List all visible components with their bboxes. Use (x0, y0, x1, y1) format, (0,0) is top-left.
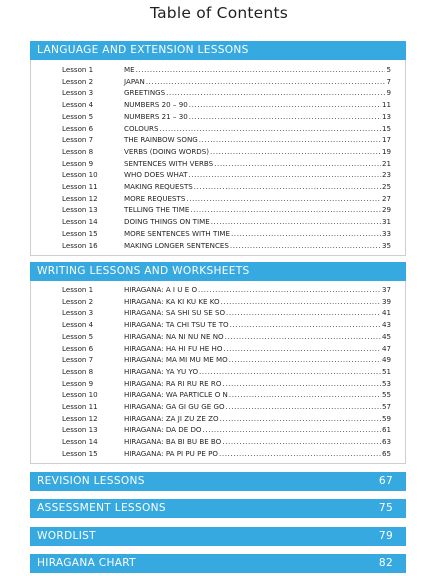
toc-entry (124, 169, 391, 181)
lesson-title: MORE SENTENCES WITH TIME (124, 228, 231, 238)
lesson-number: Lesson 4 (62, 100, 94, 110)
toc-row[interactable] (31, 366, 405, 378)
page-number: 39 (381, 296, 391, 306)
lesson-number: Lesson 2 (62, 296, 94, 306)
section-page-number: 79 (378, 530, 393, 542)
dot-leader (221, 296, 381, 308)
lesson-number: Lesson 3 (62, 88, 94, 98)
toc-entry (124, 331, 391, 343)
lesson-title: NUMBERS 20 – 90 (124, 100, 188, 110)
dot-leader (190, 204, 381, 216)
toc-row[interactable] (31, 331, 405, 343)
page-number: 33 (381, 228, 391, 238)
dot-leader (136, 64, 386, 76)
toc-row[interactable] (31, 193, 405, 205)
lesson-number: Lesson 7 (62, 135, 94, 145)
lesson-number: Lesson 5 (62, 111, 94, 121)
lesson-number: Lesson 12 (62, 413, 98, 423)
section-header-wordlist[interactable] (30, 527, 406, 546)
toc-row[interactable] (31, 204, 405, 216)
section-heading: ASSESSMENT LESSONS (37, 502, 166, 514)
toc-entry (124, 448, 391, 460)
toc-entry (124, 319, 391, 331)
lesson-title: HIRAGANA: A I U E O (124, 285, 198, 294)
page-number: 35 (381, 240, 391, 250)
lesson-title: NUMBERS 21 – 30 (124, 111, 188, 121)
toc-row[interactable] (31, 64, 405, 76)
dot-leader (210, 146, 381, 158)
toc-entry (124, 240, 391, 252)
page-number: 9 (386, 88, 391, 98)
page-number: 19 (381, 146, 391, 156)
toc-entry (124, 193, 391, 205)
page-number: 49 (381, 355, 391, 365)
page-number: 11 (381, 100, 391, 110)
toc-row[interactable] (31, 99, 405, 111)
lesson-title: HIRAGANA: WA PARTICLE O N (124, 390, 228, 400)
toc-entry (124, 424, 391, 436)
toc-row[interactable] (31, 284, 405, 296)
lesson-title: MAKING LONGER SENTENCES (124, 240, 229, 250)
page-number: 27 (381, 193, 391, 203)
toc-entry (124, 146, 391, 158)
toc-entry (124, 134, 391, 146)
toc-row[interactable] (31, 424, 405, 436)
dot-leader (229, 354, 381, 366)
dot-leader (159, 123, 381, 135)
lesson-number: Lesson 5 (62, 331, 94, 341)
lesson-number: Lesson 3 (62, 308, 94, 318)
toc-entry (124, 354, 391, 366)
section-heading: LANGUAGE AND EXTENSION LESSONS (37, 44, 249, 56)
dot-leader (230, 319, 381, 331)
lesson-title: JAPAN (124, 76, 145, 86)
lesson-title: GREETINGS (124, 88, 166, 98)
toc-row[interactable] (31, 169, 405, 181)
lesson-title: TELLING THE TIME (124, 205, 190, 215)
lesson-title: SENTENCES WITH VERBS (124, 158, 214, 168)
lesson-number: Lesson 9 (62, 158, 94, 168)
dot-leader (188, 169, 381, 181)
lesson-title: HIRAGANA: ZA JI ZU ZE ZO (124, 413, 219, 423)
lesson-title: DOING THINGS ON TIME (124, 217, 210, 227)
section-header-language-extension[interactable] (30, 41, 406, 60)
toc-entry (124, 87, 391, 99)
dot-leader (198, 284, 381, 296)
section-header-revision-lessons[interactable] (30, 472, 406, 491)
page-number: 37 (381, 285, 391, 294)
lesson-title: WHO DOES WHAT (124, 170, 188, 180)
lesson-title: MAKING REQUESTS (124, 182, 193, 191)
page-title: Table of Contents (150, 4, 288, 22)
page-number: 57 (381, 402, 391, 411)
toc-row[interactable] (31, 134, 405, 146)
toc-entry (124, 216, 391, 228)
toc-entry (124, 284, 391, 296)
lesson-number: Lesson 1 (62, 285, 94, 294)
lesson-title: COLOURS (124, 123, 159, 133)
page-number: 31 (381, 217, 391, 227)
section-header-assessment-lessons[interactable] (30, 499, 406, 518)
toc-entry (124, 378, 391, 390)
lesson-title: HIRAGANA: HA HI FU HE HO (124, 343, 223, 353)
toc-row[interactable] (31, 87, 405, 99)
page-number: 25 (381, 182, 391, 191)
section-header-hiragana-chart[interactable] (30, 554, 406, 573)
toc-entry (124, 228, 391, 240)
lesson-title: THE RAINBOW SONG (124, 135, 198, 145)
lesson-number: Lesson 2 (62, 76, 94, 86)
toc-row[interactable] (31, 296, 405, 308)
toc-entry (124, 111, 391, 123)
toc-entry (124, 99, 391, 111)
section-heading: REVISION LESSONS (37, 475, 145, 487)
page-number: 43 (381, 320, 391, 330)
lesson-number: Lesson 15 (62, 228, 98, 238)
toc-entry (124, 413, 391, 425)
page-number: 63 (381, 437, 391, 447)
toc-row[interactable] (31, 76, 405, 88)
lesson-number: Lesson 13 (62, 425, 98, 435)
lesson-title: ME (124, 65, 135, 74)
lesson-number: Lesson 13 (62, 205, 98, 215)
dot-leader (166, 87, 385, 99)
dot-leader (211, 216, 381, 228)
page-number: 51 (381, 366, 391, 376)
lesson-number: Lesson 6 (62, 123, 94, 133)
toc-entry (124, 123, 391, 135)
dot-leader (189, 99, 381, 111)
toc-entry (124, 307, 391, 319)
section-panel-writing-lessons (30, 281, 406, 464)
page-number: 55 (381, 390, 391, 400)
toc-entry (124, 343, 391, 355)
lesson-number: Lesson 14 (62, 437, 98, 447)
lesson-title: HIRAGANA: BA BI BU BE BO (124, 437, 222, 447)
lesson-number: Lesson 11 (62, 402, 98, 411)
toc-row[interactable] (31, 146, 405, 158)
toc-entry (124, 296, 391, 308)
page-number: 21 (381, 158, 391, 168)
dot-leader (199, 134, 381, 146)
toc-row[interactable] (31, 307, 405, 319)
page-number: 45 (381, 331, 391, 341)
section-page-number: 75 (378, 502, 393, 514)
page-number: 5 (386, 65, 391, 74)
toc-row[interactable] (31, 181, 405, 193)
dot-leader (225, 331, 381, 343)
toc-row[interactable] (31, 228, 405, 240)
toc-row[interactable] (31, 111, 405, 123)
dot-leader (226, 401, 381, 413)
lesson-number: Lesson 8 (62, 146, 94, 156)
lesson-number: Lesson 12 (62, 193, 98, 203)
lesson-number: Lesson 16 (62, 240, 98, 250)
lesson-title: HIRAGANA: GA GI GU GE GO (124, 402, 225, 411)
lesson-number: Lesson 14 (62, 217, 98, 227)
section-heading: HIRAGANA CHART (37, 557, 136, 569)
section-header-writing-lessons[interactable] (30, 262, 406, 281)
lesson-title: HIRAGANA: PA PI PU PE PO (124, 448, 218, 458)
section-page-number: 82 (378, 557, 393, 569)
page-number: 53 (381, 378, 391, 388)
dot-leader (199, 366, 381, 378)
page-number: 17 (381, 135, 391, 145)
page-number: 23 (381, 170, 391, 180)
lesson-title: HIRAGANA: MA MI MU ME MO (124, 355, 228, 365)
toc-row[interactable] (31, 216, 405, 228)
dot-leader (223, 343, 381, 355)
dot-leader (220, 413, 381, 425)
toc-entry (124, 158, 391, 170)
page-number: 59 (381, 413, 391, 423)
lesson-title: HIRAGANA: YA YU YO (124, 366, 199, 376)
toc-row[interactable] (31, 354, 405, 366)
toc-row[interactable] (31, 319, 405, 331)
toc-row[interactable] (31, 343, 405, 355)
toc-row[interactable] (31, 436, 405, 448)
dot-leader (186, 193, 381, 205)
page-number: 65 (381, 448, 391, 458)
page-number: 41 (381, 308, 391, 318)
section-page-number: 67 (378, 475, 393, 487)
dot-leader (189, 111, 381, 123)
dot-leader (230, 240, 381, 252)
toc-entry (124, 181, 391, 193)
dot-leader (229, 389, 381, 401)
page-number: 47 (381, 343, 391, 353)
dot-leader (219, 448, 381, 460)
lesson-number: Lesson 11 (62, 182, 98, 191)
toc-entry (124, 436, 391, 448)
toc-entry (124, 76, 391, 88)
toc-row[interactable] (31, 389, 405, 401)
page-number: 15 (381, 123, 391, 133)
lesson-number: Lesson 9 (62, 378, 94, 388)
dot-leader (146, 76, 386, 88)
toc-entry (124, 204, 391, 216)
toc-row[interactable] (31, 413, 405, 425)
lesson-number: Lesson 8 (62, 366, 94, 376)
section-heading: WRITING LESSONS AND WORKSHEETS (37, 265, 250, 277)
dot-leader (214, 158, 381, 170)
page-number: 61 (381, 425, 391, 435)
dot-leader (222, 378, 381, 390)
toc-entry (124, 389, 391, 401)
dot-leader (194, 181, 381, 193)
dot-leader (222, 436, 381, 448)
toc-row[interactable] (31, 401, 405, 413)
lesson-number: Lesson 6 (62, 343, 94, 353)
section-heading: WORDLIST (37, 530, 96, 542)
lesson-title: HIRAGANA: RA RI RU RE RO (124, 378, 222, 388)
lesson-number: Lesson 1 (62, 65, 94, 74)
toc-entry (124, 366, 391, 378)
lesson-title: HIRAGANA: SA SHI SU SE SO (124, 308, 226, 318)
lesson-number: Lesson 10 (62, 170, 98, 180)
toc-entry (124, 401, 391, 413)
dot-leader (226, 307, 381, 319)
lesson-number: Lesson 7 (62, 355, 94, 365)
page-number: 7 (386, 76, 391, 86)
page-number: 13 (381, 111, 391, 121)
lesson-number: Lesson 4 (62, 320, 94, 330)
lesson-title: HIRAGANA: KA KI KU KE KO (124, 296, 220, 306)
section-panel-language-extension (30, 60, 406, 256)
lesson-number: Lesson 15 (62, 448, 98, 458)
dot-leader (231, 228, 381, 240)
toc-row[interactable] (31, 448, 405, 460)
toc-row[interactable] (31, 240, 405, 252)
page-number: 29 (381, 205, 391, 215)
lesson-title: VERBS (DOING WORDS) (124, 146, 209, 156)
lesson-title: HIRAGANA: DA DE DO (124, 425, 202, 435)
lesson-title: MORE REQUESTS (124, 193, 186, 203)
toc-row[interactable] (31, 378, 405, 390)
toc-row[interactable] (31, 123, 405, 135)
toc-row[interactable] (31, 158, 405, 170)
lesson-number: Lesson 10 (62, 390, 98, 400)
lesson-title: HIRAGANA: TA CHI TSU TE TO (124, 320, 229, 330)
lesson-title: HIRAGANA: NA NI NU NE NO (124, 331, 224, 341)
dot-leader (203, 424, 381, 436)
toc-entry (124, 64, 391, 76)
